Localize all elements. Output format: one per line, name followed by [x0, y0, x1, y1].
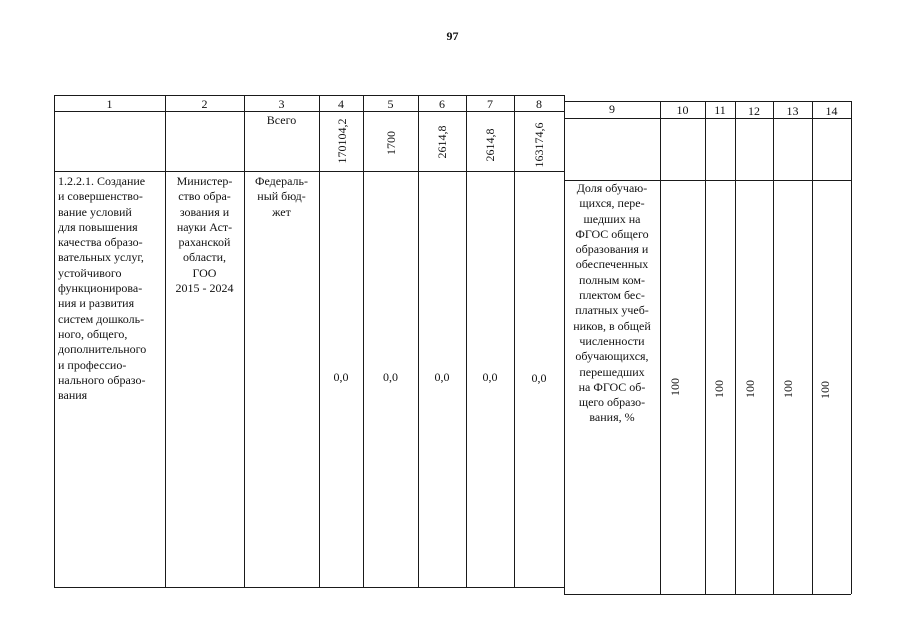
col-border [363, 95, 364, 587]
text-line: 2015 - 2024 [175, 281, 234, 296]
text-line: жет [272, 204, 291, 219]
col-border [418, 95, 419, 587]
table-bottom-border-right [564, 594, 851, 595]
activity-cell [58, 174, 164, 403]
col-border [514, 95, 515, 587]
column-number: 9 [609, 102, 615, 116]
text-line: Министер- [176, 174, 233, 188]
target-value: 100 [668, 378, 682, 396]
text-line: щего образо- [578, 395, 646, 410]
funding-value: 0,0 [482, 370, 498, 384]
text-line: ство обра- [178, 189, 231, 204]
text-line: и профессио- [58, 357, 127, 372]
text-line: ния и развития [58, 296, 135, 311]
col-border [735, 101, 736, 594]
text-line: функционирова- [58, 281, 143, 296]
col-border [705, 101, 706, 594]
summary-label: Всего [266, 113, 297, 127]
text-line: щихся, пере- [579, 196, 645, 211]
summary-value: 2614,8 [483, 128, 497, 162]
text-line: и совершенство- [58, 189, 143, 204]
text-line: устойчивого [58, 265, 122, 280]
text-line: области, [182, 250, 227, 265]
column-number: 5 [387, 97, 394, 111]
text-line: 1.2.2.1. Создание [58, 174, 146, 188]
funding-source-cell [245, 174, 318, 220]
column-number: 3 [278, 97, 285, 111]
text-line: ГОО [192, 265, 217, 280]
text-line: обучающихся, [575, 349, 649, 364]
column-number: 12 [748, 104, 760, 118]
text-line: вания [58, 388, 88, 403]
text-line: нального образо- [58, 372, 146, 387]
column-number: 11 [714, 103, 726, 117]
table-bottom-border-left [54, 587, 564, 588]
text-line: Федераль- [255, 174, 308, 188]
col-border [660, 101, 661, 594]
text-line: на ФГОС об- [578, 379, 646, 394]
text-line: перешедших [579, 364, 645, 379]
col-border [851, 101, 852, 594]
text-line: Доля обучаю- [576, 181, 648, 195]
table-top-border-right [564, 101, 851, 102]
column-number: 13 [786, 104, 799, 118]
text-line: шедших на [583, 211, 641, 226]
text-line: ного, общего, [58, 326, 128, 341]
col-border [54, 95, 55, 587]
text-line: раханской [178, 235, 231, 250]
text-line: качества образо- [58, 235, 143, 250]
summary-value: 1700 [384, 131, 398, 155]
text-line: систем дошколь- [58, 311, 145, 326]
column-number: 1 [106, 97, 113, 111]
text-line: вания, % [589, 410, 635, 425]
funding-value: 0,0 [383, 370, 398, 384]
column-number: 10 [676, 103, 689, 117]
col-border [319, 95, 320, 587]
col-border [165, 95, 166, 587]
text-line: полным ком- [579, 272, 645, 287]
column-number: 7 [487, 97, 493, 111]
summary-value: 2614,8 [435, 125, 449, 159]
target-value: 100 [743, 380, 757, 398]
text-line: вательных услуг, [58, 250, 144, 265]
text-line: ников, в общей [573, 318, 651, 333]
column-number: 14 [825, 104, 838, 118]
target-value: 100 [818, 381, 832, 399]
column-number: 2 [201, 97, 208, 111]
funding-value: 0,0 [531, 371, 547, 385]
indicator-cell [565, 181, 659, 426]
summary-value: 170104,2 [335, 118, 349, 164]
text-line: численности [579, 333, 645, 348]
text-line: платных учеб- [575, 303, 649, 318]
column-number: 6 [439, 97, 445, 111]
text-line: плектом бес- [579, 288, 645, 303]
table-top-border-left [54, 95, 564, 96]
text-line: обеспеченных [575, 257, 649, 272]
funding-value: 0,0 [333, 370, 349, 384]
text-line: науки Аст- [176, 219, 233, 234]
column-number: 8 [536, 97, 542, 111]
text-line: вание условий [58, 204, 132, 219]
text-line: для повышения [58, 219, 138, 234]
funding-value: 0,0 [434, 370, 450, 384]
col-border [812, 101, 813, 594]
header-row-bottom-left [54, 111, 564, 112]
col-border [466, 95, 467, 587]
target-value: 100 [781, 380, 795, 398]
text-line: зования и [179, 204, 230, 219]
summary-value: 163174,6 [532, 122, 546, 168]
text-line: дополнительного [58, 342, 147, 357]
col-border [244, 95, 245, 587]
column-number: 4 [338, 97, 344, 111]
text-line: ный бюд- [257, 189, 306, 204]
page-number: 97 [446, 29, 459, 43]
text-line: образования и [575, 242, 649, 257]
executor-cell [166, 174, 243, 296]
text-line: ФГОС общего [575, 226, 649, 241]
header-row-bottom-right [564, 118, 851, 119]
col-border [773, 101, 774, 594]
summary-row-bottom-left [54, 171, 564, 172]
target-value: 100 [712, 380, 726, 398]
